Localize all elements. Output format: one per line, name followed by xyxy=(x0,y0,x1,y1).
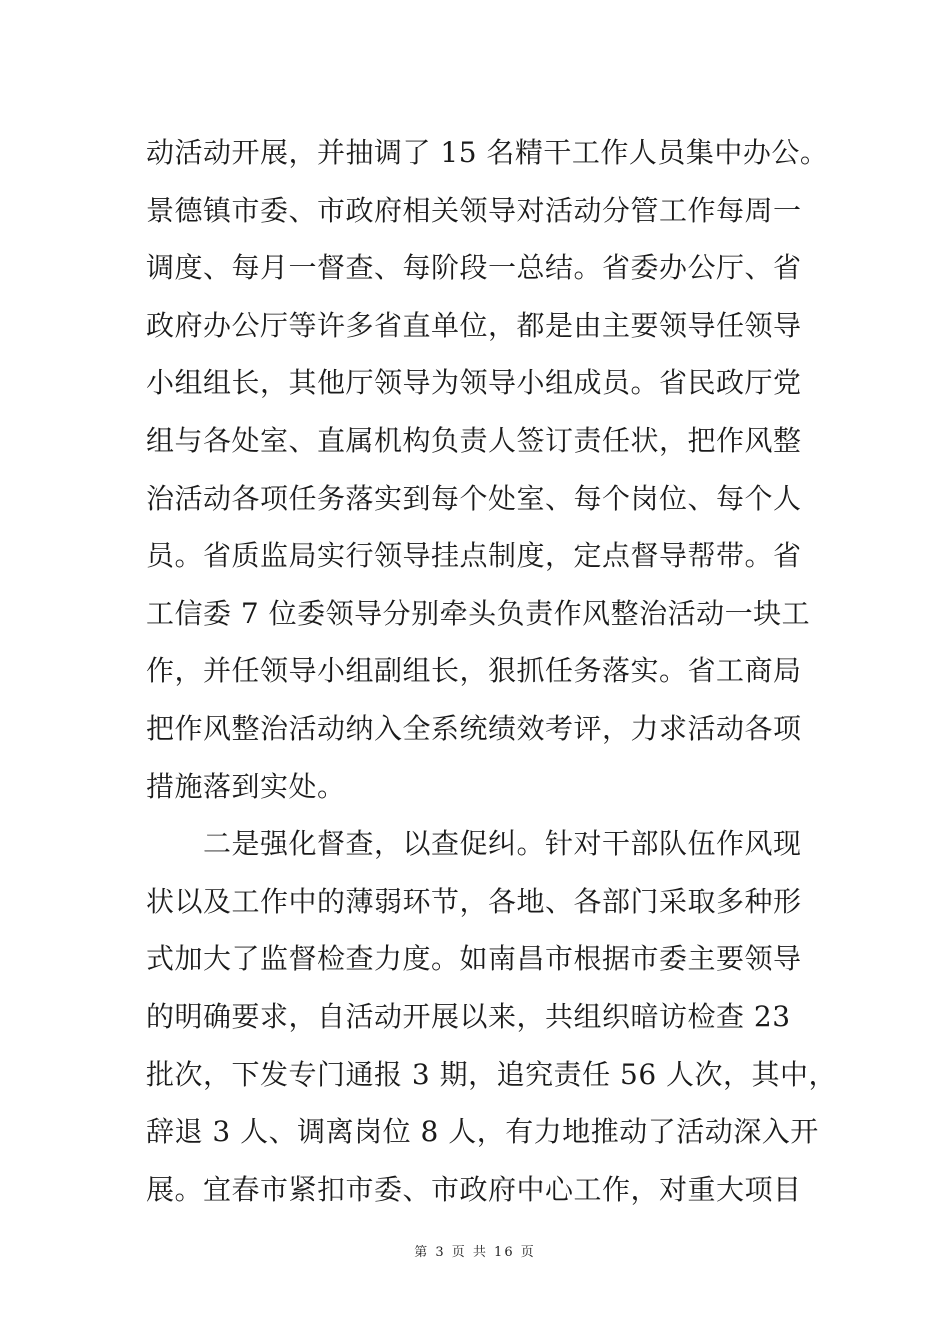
text-line: 动活动开展，并抽调了 15 名精干工作人员集中办公。 xyxy=(146,136,829,169)
text-line: 措施落到实处。 xyxy=(146,769,346,803)
text-line: 展。宜春市紧扣市委、市政府中心工作，对重大项目 xyxy=(146,1172,802,1206)
text-line: 的明确要求，自活动开展以来，共组织暗访检查 23 xyxy=(146,999,791,1033)
text-line: 批次，下发专门通报 3 期，追究责任 56 人次，其中， xyxy=(146,1057,838,1091)
text-line: 式加大了监督检查力度。如南昌市根据市委主要领导 xyxy=(146,942,802,976)
page-number-footer: 第 3 页 共 16 页 xyxy=(414,1245,536,1260)
text-line: 员。省质监局实行领导挂点制度，定点督导帮带。省 xyxy=(146,539,802,573)
text-line: 辞退 3 人、调离岗位 8 人，有力地推动了活动深入开 xyxy=(146,1115,819,1149)
text-line: 调度、每月一督查、每阶段一总结。省委办公厅、省 xyxy=(146,251,802,285)
text-line: 把作风整治活动纳入全系统绩效考评，力求活动各项 xyxy=(146,711,802,745)
text-line: 景德镇市委、市政府相关领导对活动分管工作每周一 xyxy=(146,193,802,227)
text-line: 工信委 7 位委领导分别牵头负责作风整治活动一块工 xyxy=(146,596,811,630)
text-line: 政府办公厅等许多省直单位，都是由主要领导任领导 xyxy=(146,308,802,342)
text-line: 组与各处室、直属机构负责人签订责任状，把作风整 xyxy=(146,423,802,457)
text-line: 治活动各项任务落实到每个处室、每个岗位、每个人 xyxy=(146,481,802,515)
text-line: 小组组长，其他厅领导为领导小组成员。省民政厅党 xyxy=(146,366,802,400)
body-text xyxy=(146,124,846,1218)
text-line: 作，并任领导小组副组长，狠抓任务落实。省工商局 xyxy=(146,654,802,688)
text-line: 状以及工作中的薄弱环节，各地、各部门采取多种形 xyxy=(146,884,802,918)
text-line: 二是强化督查，以查促纠。针对干部队伍作风现 xyxy=(146,827,802,861)
